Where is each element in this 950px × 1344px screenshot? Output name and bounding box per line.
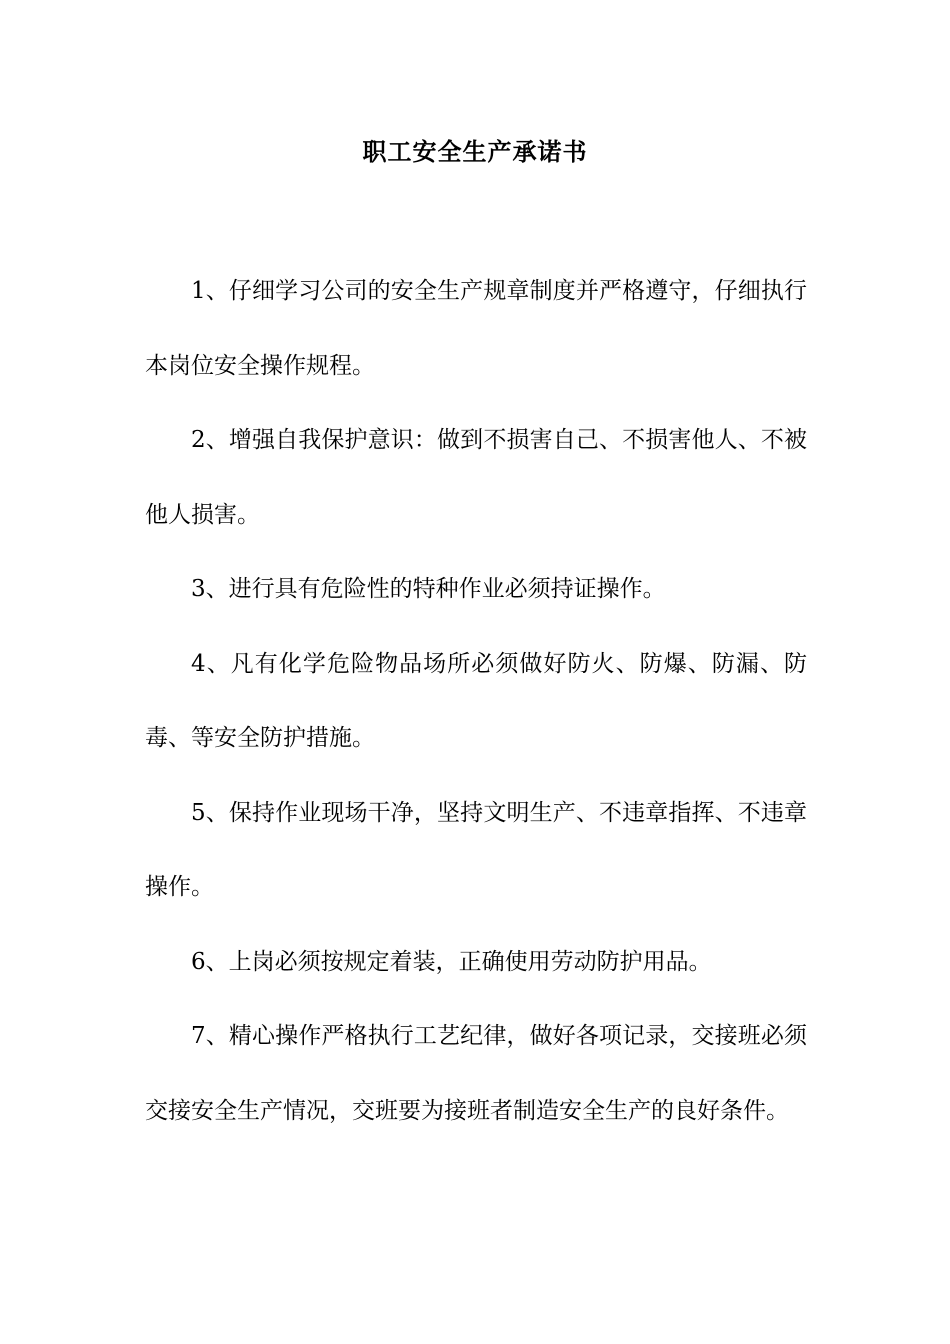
clause-4: 4、凡有化学危险物品场所必须做好防火、防爆、防漏、防毒、等安全防护措施。 (145, 650, 807, 751)
document-title: 职工安全生产承诺书 (362, 137, 588, 166)
clause-1: 1、仔细学习公司的安全生产规章制度并严格遵守，仔细执行本岗位安全操作规程。 (145, 278, 807, 379)
clause-6: 6、上岗必须按规定着装，正确使用劳动防护用品。 (191, 948, 712, 975)
document-body (145, 254, 807, 1148)
clause-5: 5、保持作业现场干净，坚持文明生产、不违章指挥、不违章操作。 (145, 799, 807, 900)
clause-2: 2、增强自我保护意识：做到不损害自己、不损害他人、不被他人损害。 (145, 427, 807, 528)
clause-7: 7、精心操作严格执行工艺纪律，做好各项记录，交接班必须交接安全生产情况，交班要为接班者制造安全生产的良好条件。 (145, 1023, 807, 1124)
clause-3: 3、进行具有危险性的特种作业必须持证操作。 (191, 576, 666, 602)
